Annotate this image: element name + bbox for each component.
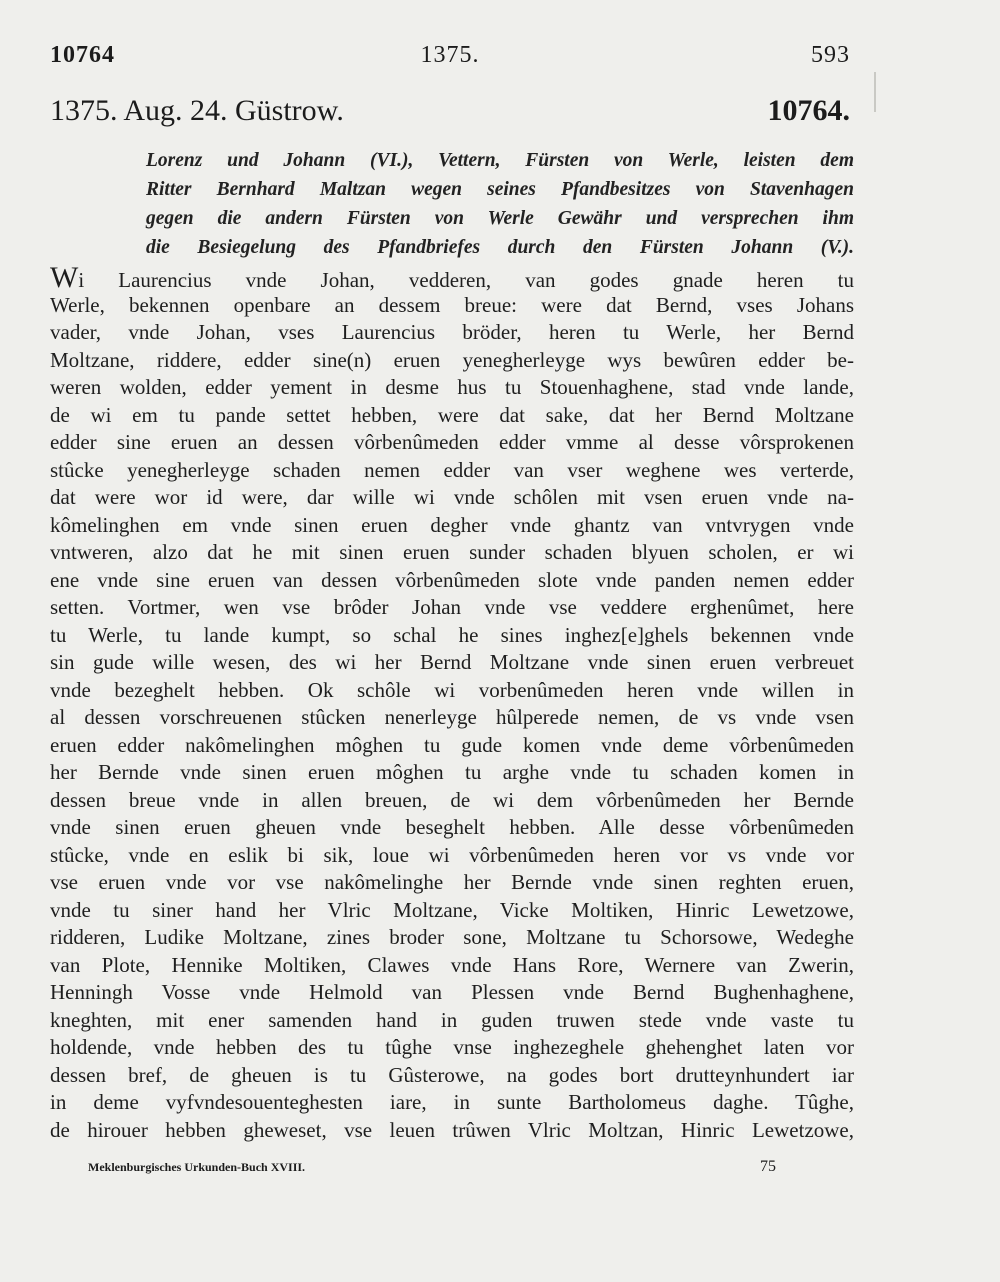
charter-line: van Plote, Hennike Moltiken, Clawes vnde Hans Rore, Wernere van Zwerin, (50, 952, 854, 977)
charter-line: Henningh Vosse vnde Helmold van Plessen vnde Bernd Bughenhaghene, (50, 980, 854, 1004)
charter-line: vader, vnde Johan, vses Laurencius bröder, heren tu Werle, her Bernd (50, 320, 854, 344)
charter-line: sin gude wille wesen, des wi her Bernd Moltzane vnde sinen eruen verbreuet (50, 650, 854, 674)
page-footer (88, 1158, 788, 1180)
running-head-year: 1375. (420, 42, 480, 68)
charter-line: setten. Vortmer, wen vse brôder Johan vnde vse veddere erghenûmet, here (50, 595, 854, 619)
charter-line: de wi em tu pande settet hebben, were dat sake, dat her Bernd Moltzane (50, 402, 854, 427)
sheet-number: 75 (760, 1158, 776, 1175)
entry-date-place: 1375. Aug. 24. Güstrow. (50, 94, 344, 127)
charter-line: weren wolden, edder yement in desme hus tu Stouenhaghene, stad vnde lande, (50, 375, 854, 399)
charter-line: Werle, bekennen openbare an dessem breue: were dat Bernd, vses Johans (50, 292, 854, 317)
charter-line: al dessen vorschreuenen stûcken nenerleyge hûlperede nemen, de vs vnde vsen (50, 705, 854, 729)
regest-line: Lorenz und Johann (VI.), Vettern, Fürsten von Werle, leisten dem (146, 150, 854, 171)
charter-line: edder sine eruen an dessen vôrbenûmeden edder vmme al desse vôrsprokenen (50, 430, 854, 454)
charter-line: her Bernde vnde sinen eruen môghen tu arghe vnde tu schaden komen in (50, 760, 854, 784)
initial-letter: W (50, 261, 79, 294)
charter-line: kneghten, mit ener samenden hand in guden truwen stede vnde vaste tu (50, 1007, 854, 1032)
charter-line: vntweren, alzo dat he mit sinen eruen sunder schaden blyuen scholen, er wi (50, 540, 854, 564)
regest-line: Ritter Bernhard Maltzan wegen seines Pfandbesitzes von Stavenhagen (146, 179, 854, 200)
charter-line: eruen edder nakômelinghen môghen tu gude komen vnde deme vôrbenûmeden (50, 732, 854, 757)
charter-line: holdende, vnde hebben des tu tûghe vnse inghezeghele ghehenghet laten vor (50, 1035, 854, 1059)
regest-line: gegen die andern Fürsten von Werle Gewähr und versprechen ihm (146, 208, 854, 229)
charter-line: Moltzane, riddere, edder sine(n) eruen yenegherleyge wys bewûren edder be- (50, 347, 854, 372)
running-head-number: 10764 (50, 42, 115, 68)
regest-summary (146, 146, 854, 262)
charter-line: vnde sinen eruen gheuen vnde beseghelt hebben. Alle desse vôrbenûmeden (50, 815, 854, 839)
charter-line: dessen breue vnde in allen breuen, de wi dem vôrbenûmeden her Bernde (50, 787, 854, 812)
charter-line: vnde tu siner hand her Vlric Moltzane, Vicke Moltiken, Hinric Lewetzowe, (50, 897, 854, 922)
charter-line: dat were wor id were, dar wille wi vnde schôlen mit vsen eruen vnde na- (50, 485, 854, 509)
running-head (50, 42, 850, 76)
charter-line: in deme vyfvndesouenteghesten iare, in sunte Bartholomeus daghe. Tûghe, (50, 1090, 854, 1114)
charter-line: ene vnde sine eruen van dessen vôrbenûmeden slote vnde panden nemen edder (50, 567, 854, 592)
charter-line: tu Werle, tu lande kumpt, so schal he sines inghez[e]ghels bekennen vnde (50, 622, 854, 647)
charter-text (50, 261, 854, 1144)
charter-first-line-text: i Laurencius vnde Johan, vedderen, van godes gnade heren tu (78, 268, 854, 292)
charter-first-line (50, 261, 854, 294)
charter-line: kômelinghen em vnde sinen eruen degher vnde ghantz van vntvrygen vnde (50, 512, 854, 537)
charter-line: ridderen, Ludike Moltzane, zines broder sone, Moltzane tu Schorsowe, Wedeghe (50, 925, 854, 949)
entry-number: 10764. (767, 94, 850, 127)
page-number: 593 (811, 42, 850, 68)
margin-mark (874, 72, 876, 112)
charter-line: stûcke yenegherleyge schaden nemen edder van vser weghene wes verterde, (50, 457, 854, 482)
regest-line: die Besiegelung des Pfandbriefes durch den Fürsten Johann (V.). (146, 237, 854, 258)
charter-lines (50, 292, 854, 1145)
entry-heading (50, 94, 850, 134)
charter-line: vse eruen vnde vor vse nakômelinghe her Bernde vnde sinen reghten eruen, (50, 870, 854, 894)
charter-line: stûcke, vnde en eslik bi sik, loue wi vôrbenûmeden heren vor vs vnde vor (50, 842, 854, 867)
sheet-signature: Meklenburgisches Urkunden-Buch XVIII. (88, 1160, 306, 1174)
charter-line: vnde bezeghelt hebben. Ok schôle wi vorbenûmeden heren vnde willen in (50, 677, 854, 702)
charter-line: dessen bref, de gheuen is tu Gûsterowe, na godes bort drutteynhundert iar (50, 1062, 854, 1087)
charter-line: de hirouer hebben gheweset, vse leuen trûwen Vlric Moltzan, Hinric Lewetzowe, (50, 1117, 854, 1142)
